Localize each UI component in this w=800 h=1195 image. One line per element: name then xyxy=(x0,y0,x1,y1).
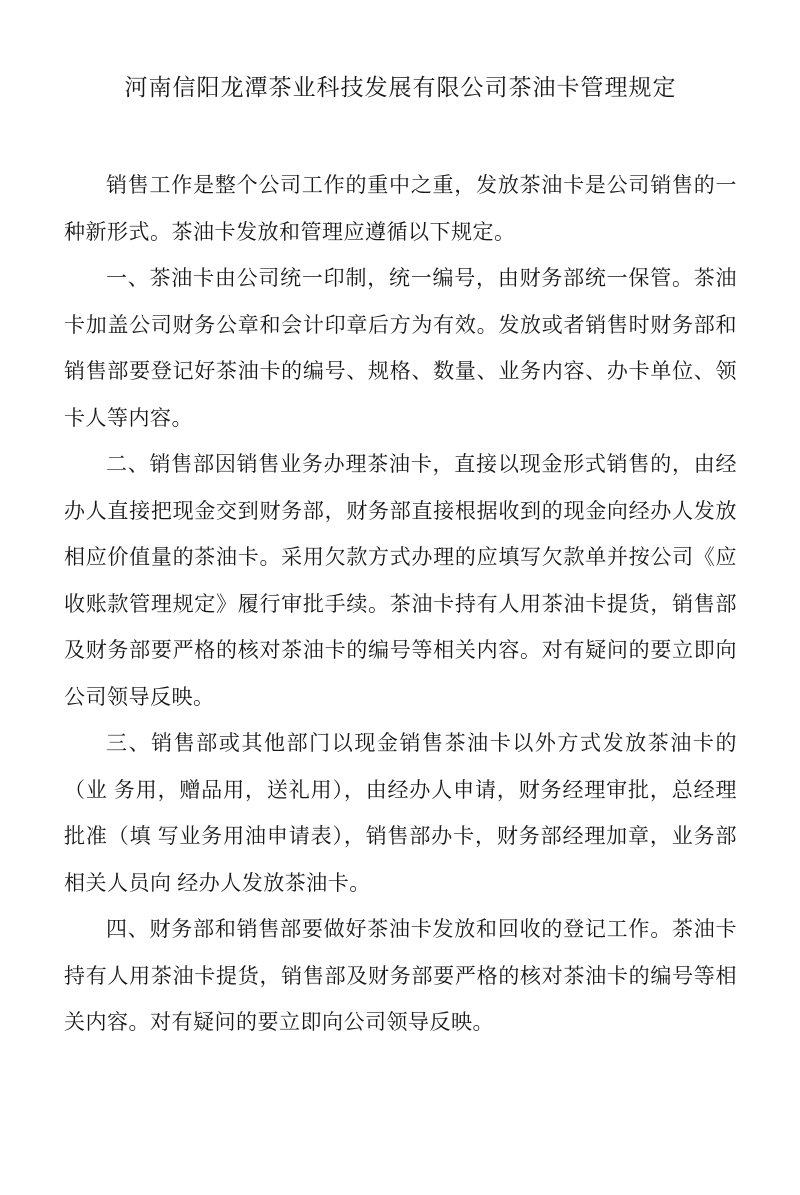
paragraph-intro: 销售工作是整个公司工作的重中之重，发放茶油卡是公司销售的一 种新形式。茶油卡发放和管理应遵循以下规定。 xyxy=(64,173,737,244)
paragraph-rule-1: 一、茶油卡由公司统一印制，统一编号，由财务部统一保管。茶油 卡加盖公司财务公章和会计印章后方为有效。发放或者销售时财务部和 销售部要登记好茶油卡的编号、规格、数量、业务内容、办卡单位、领 卡人等内容。 xyxy=(64,266,737,430)
document-title: 河南信阳龙潭茶业科技发展有限公司茶油卡管理规定 xyxy=(124,75,677,100)
paragraph-rule-3: 三、销售部或其他部门以现金销售茶油卡以外方式发放茶油卡的（业 务用，赠品用，送礼用），由经办人申请，财务经理审批，总经理批准（填 写业务用油申请表），销售部办卡，财务部经理加章，业务部相关人员向 经办人发放茶油卡。 xyxy=(64,731,737,895)
document-body xyxy=(64,162,737,1046)
paragraph-rule-2: 二、销售部因销售业务办理茶油卡，直接以现金形式销售的，由经 办人直接把现金交到财务部，财务部直接根据收到的现金向经办人发放 相应价值量的茶油卡。采用欠款方式办理的应填写欠款单并按公司《应 收账款管理规定》履行审批手续。茶油卡持有人用茶油卡提货，销售部 及财务部要严格的核对茶油卡的编号等相关内容。对有疑问的要立即向 公司领导反映。 xyxy=(64,452,737,709)
paragraph-rule-4: 四、财务部和销售部要做好茶油卡发放和回收的登记工作。茶油卡 持有人用茶油卡提货，销售部及财务部要严格的核对茶油卡的编号等相 关内容。对有疑问的要立即向公司领导反映。 xyxy=(64,917,737,1034)
